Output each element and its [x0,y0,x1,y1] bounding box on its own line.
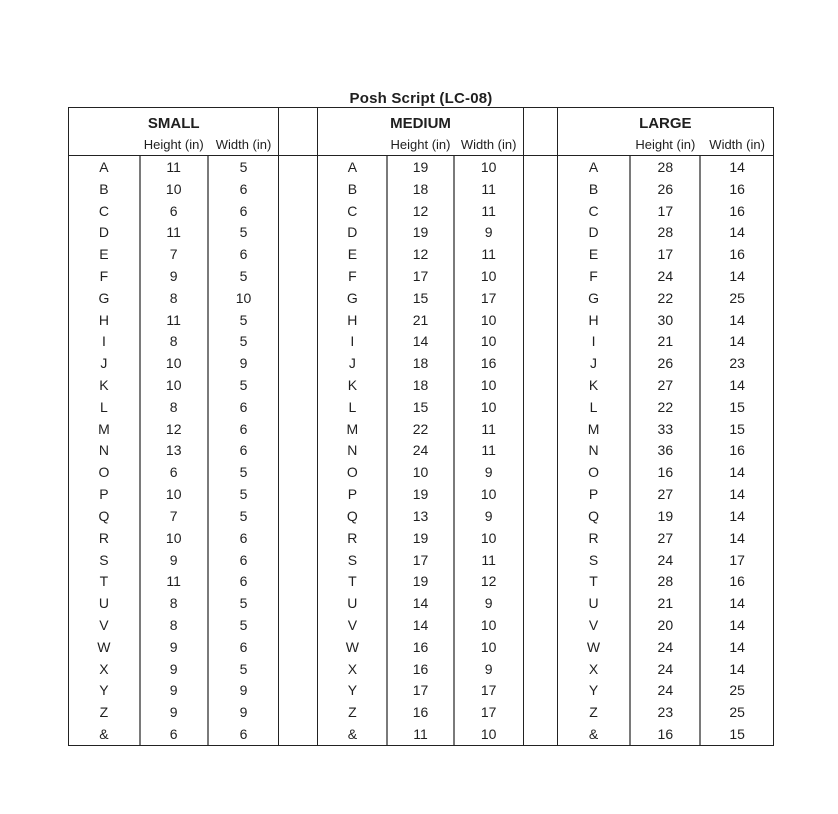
height-cell: 9 [139,658,209,680]
column-headers [318,135,522,156]
letter-cell: N [98,442,109,459]
letter-cell: & [588,726,599,743]
height-cell: 30 [629,309,701,331]
height-col-header: Height (in) [390,137,451,152]
height-cell: 22 [629,287,701,309]
section-header [558,108,773,156]
spacer-header-cell [279,108,317,156]
height-cell: 12 [386,243,454,265]
letter-cell: T [589,573,598,590]
height-cell: 10 [139,527,209,549]
height-cell: 17 [629,243,701,265]
width-cell: 17 [480,704,497,721]
width-cell: 5 [239,267,248,284]
height-cell: 13 [386,505,454,527]
height-cell: 21 [386,309,454,331]
height-cell: 8 [139,396,209,418]
height-cell: 14 [386,592,454,614]
letter-cell: K [588,377,599,394]
height-cell: 22 [629,396,701,418]
width-cell: 6 [239,529,248,546]
letter-cell: T [348,573,357,590]
letter-cell: V [347,617,358,634]
width-cell: 16 [729,246,745,263]
width-cell: 10 [480,311,497,328]
height-cell: 17 [386,549,454,571]
width-cell: 14 [729,333,745,350]
height-cell: 24 [629,636,701,658]
width-cell: 11 [481,246,496,263]
height-cell: 20 [629,614,701,636]
letter-cell: K [347,377,358,394]
width-cell: 14 [729,507,745,524]
letter-cell: N [588,442,599,459]
width-cell: 14 [729,224,745,241]
width-cell: 6 [239,551,248,568]
width-cell: 9 [484,660,493,677]
section-title: SMALL [147,115,200,132]
height-cell: 28 [629,570,701,592]
width-cell: 5 [239,377,248,394]
letter-cell: B [99,180,109,197]
width-cell: 5 [239,660,248,677]
letter-cell: G [98,289,110,306]
letter-cell: F [348,267,357,284]
letter-cell: O [588,464,599,481]
height-cell: 9 [139,549,209,571]
width-cell: 10 [480,617,497,634]
letter-cell: N [347,442,358,459]
height-cell: 16 [386,658,454,680]
letter-cell: P [347,486,358,503]
height-cell: 16 [629,723,701,745]
letter-cell: G [588,289,599,306]
width-cell: 14 [729,529,745,546]
width-cell: 14 [729,595,745,612]
width-cell: 15 [729,420,745,437]
width-cell: 17 [480,682,497,699]
letter-cell: Y [588,682,599,699]
letter-cell: F [589,267,598,284]
width-cell: 5 [239,158,248,175]
section-rows [69,156,278,745]
letter-cell: X [588,660,599,677]
letter-cell: B [588,180,599,197]
section-title: LARGE [639,115,692,132]
width-cell: 10 [480,486,497,503]
width-cell: 5 [239,617,248,634]
letter-cell: V [99,617,109,634]
width-cell: 25 [729,704,745,721]
height-cell: 9 [139,636,209,658]
letter-cell: I [350,333,355,350]
height-cell: 17 [386,680,454,702]
letter-cell: W [345,638,359,655]
height-cell: 14 [386,614,454,636]
width-cell: 5 [239,224,248,241]
letter-cell: L [348,398,357,415]
width-cell: 14 [729,464,745,481]
letter-cell: D [347,224,358,241]
height-cell: 36 [629,440,701,462]
height-cell: 21 [629,592,701,614]
height-cell: 28 [629,221,701,243]
height-cell: 9 [139,680,209,702]
height-cell: 11 [386,723,454,745]
height-cell: 11 [139,221,209,243]
letter-cell: Y [99,682,109,699]
letter-cell: A [347,158,358,175]
width-cell: 9 [239,682,248,699]
height-cell: 12 [139,418,209,440]
letter-cell: J [100,355,108,372]
width-cell: 5 [239,507,248,524]
width-cell: 16 [480,355,497,372]
width-cell: 16 [729,573,745,590]
height-cell: 8 [139,287,209,309]
section-medium [318,108,522,745]
height-cell: 8 [139,614,209,636]
height-cell: 18 [386,374,454,396]
letter-cell: P [588,486,599,503]
width-cell: 14 [729,617,745,634]
height-cell: 7 [139,243,209,265]
width-col-header: Width (in) [215,137,272,152]
height-cell: 10 [139,178,209,200]
letter-cell: R [98,529,109,546]
width-cell: 10 [480,158,497,175]
width-cell: 10 [480,398,497,415]
height-cell: 27 [629,483,701,505]
height-cell: 16 [386,636,454,658]
width-cell: 5 [239,464,248,481]
width-cell: 6 [239,420,248,437]
letter-cell: U [347,595,358,612]
height-cell: 22 [386,418,454,440]
height-cell: 6 [139,461,209,483]
height-cell: 6 [139,723,209,745]
letter-cell: L [100,398,108,415]
height-cell: 33 [629,418,701,440]
letter-cell: X [347,660,358,677]
letter-cell: W [586,638,601,655]
width-cell: 14 [729,377,745,394]
letter-cell: R [347,529,358,546]
width-cell: 6 [239,246,248,263]
letter-cell: E [347,246,358,263]
width-cell: 10 [480,377,497,394]
height-cell: 6 [139,200,209,222]
height-cell: 15 [386,287,454,309]
width-cell: 9 [239,355,248,372]
height-cell: 17 [629,200,701,222]
width-cell: 16 [729,180,745,197]
width-cell: 10 [235,289,252,306]
letter-cell: S [347,551,358,568]
height-cell: 21 [629,331,701,353]
height-cell: 24 [386,440,454,462]
height-cell: 13 [139,440,209,462]
width-cell: 11 [481,180,496,197]
height-cell: 9 [139,701,209,723]
height-cell: 10 [386,461,454,483]
width-cell: 17 [729,551,745,568]
letter-cell: Z [348,704,357,721]
height-cell: 24 [629,549,701,571]
height-cell: 24 [629,680,701,702]
width-cell: 15 [729,726,745,743]
section-rows [318,156,522,745]
letter-cell: Z [589,704,598,721]
width-cell: 11 [481,551,496,568]
height-cell: 24 [629,265,701,287]
width-cell: 6 [239,442,248,459]
height-cell: 19 [386,483,454,505]
letter-cell: H [588,311,599,328]
width-cell: 6 [239,202,248,219]
page-title: Posh Script (LC-08) [349,90,493,107]
size-chart-table [68,107,774,746]
width-cell: 14 [729,311,745,328]
letter-cell: H [347,311,358,328]
width-cell: 10 [480,267,497,284]
width-cell: 23 [729,355,745,372]
letter-cell: Q [98,507,110,524]
letter-cell: C [588,202,599,219]
width-cell: 16 [729,202,745,219]
width-cell: 5 [239,595,248,612]
width-cell: 11 [481,202,496,219]
letter-cell: C [347,202,358,219]
letter-cell: S [99,551,109,568]
height-cell: 10 [139,483,209,505]
letter-cell: M [346,420,359,437]
height-cell: 18 [386,352,454,374]
section-header [318,108,522,156]
letter-cell: O [98,464,110,481]
letter-col-header [318,135,386,156]
height-cell: 8 [139,592,209,614]
width-cell: 10 [480,333,497,350]
width-cell: 25 [729,289,745,306]
letter-cell: F [99,267,109,284]
letter-cell: K [99,377,109,394]
height-cell: 24 [629,658,701,680]
width-cell: 17 [480,289,497,306]
height-cell: 18 [386,178,454,200]
width-cell: 10 [480,726,497,743]
section-header [69,108,278,156]
column-headers [558,135,773,156]
width-cell: 14 [729,158,745,175]
height-cell: 16 [629,461,701,483]
height-cell: 26 [629,352,701,374]
width-cell: 6 [239,726,248,743]
letter-cell: D [588,224,599,241]
letter-cell: S [588,551,599,568]
letter-cell: M [587,420,600,437]
letter-cell: I [101,333,106,350]
height-cell: 8 [139,331,209,353]
width-cell: 9 [484,224,493,241]
height-cell: 10 [139,352,209,374]
height-col-header: Height (in) [635,137,696,152]
height-cell: 14 [386,331,454,353]
letter-cell: M [98,420,110,437]
letter-cell: A [99,158,109,175]
letter-cell: C [98,202,109,219]
height-cell: 17 [386,265,454,287]
width-cell: 9 [239,704,248,721]
letter-col-header [69,135,139,156]
height-cell: 27 [629,374,701,396]
spacer-column [278,108,318,745]
height-cell: 11 [139,309,209,331]
spacer-column [523,108,558,745]
height-cell: 28 [629,156,701,178]
letter-cell: & [99,726,109,743]
height-cell: 23 [629,701,701,723]
width-cell: 6 [239,180,248,197]
letter-cell: D [98,224,109,241]
letter-cell: Z [99,704,109,721]
width-cell: 9 [484,595,493,612]
height-cell: 19 [386,156,454,178]
spacer-header-cell [524,108,557,156]
letter-col-header [558,135,630,156]
letter-cell: & [347,726,358,743]
letter-cell: E [588,246,599,263]
column-headers [69,135,278,156]
letter-cell: U [98,595,109,612]
width-cell: 12 [480,573,497,590]
width-col-header: Width (in) [460,137,517,152]
letter-cell: O [346,464,358,481]
width-cell: 14 [729,660,745,677]
letter-cell: V [588,617,599,634]
height-cell: 19 [386,570,454,592]
width-cell: 16 [729,442,745,459]
letter-cell: Q [346,507,358,524]
width-cell: 6 [239,638,248,655]
letter-cell: E [99,246,109,263]
height-cell: 11 [139,156,209,178]
height-cell: 19 [386,221,454,243]
letter-cell: Q [588,507,599,524]
section-small [69,108,278,745]
width-cell: 9 [484,507,493,524]
letter-cell: J [348,355,356,372]
letter-cell: T [99,573,109,590]
width-cell: 14 [729,486,745,503]
width-cell: 14 [729,638,745,655]
width-cell: 5 [239,486,248,503]
letter-cell: B [347,180,358,197]
width-cell: 10 [480,529,497,546]
width-cell: 9 [484,464,493,481]
width-cell: 11 [481,420,496,437]
letter-cell: H [98,311,109,328]
width-cell: 14 [729,267,745,284]
width-cell: 10 [480,638,497,655]
width-cell: 5 [239,333,248,350]
letter-cell: U [588,595,599,612]
height-cell: 19 [386,527,454,549]
letter-cell: A [588,158,599,175]
section-rows [558,156,773,745]
width-cell: 6 [239,398,248,415]
section-large [558,108,773,745]
height-cell: 16 [386,701,454,723]
letter-cell: I [591,333,596,350]
width-cell: 15 [729,398,745,415]
height-cell: 26 [629,178,701,200]
letter-cell: G [346,289,358,306]
width-cell: 11 [481,442,496,459]
height-cell: 10 [139,374,209,396]
height-col-header: Height (in) [143,137,204,152]
letter-cell: P [99,486,109,503]
height-cell: 19 [629,505,701,527]
height-cell: 7 [139,505,209,527]
letter-cell: Y [347,682,358,699]
height-cell: 11 [139,570,209,592]
letter-cell: J [590,355,598,372]
letter-cell: X [99,660,109,677]
height-cell: 27 [629,527,701,549]
letter-cell: R [588,529,599,546]
width-col-header: Width (in) [709,137,765,152]
width-cell: 5 [239,311,248,328]
height-cell: 12 [386,200,454,222]
width-cell: 6 [239,573,248,590]
height-cell: 9 [139,265,209,287]
width-cell: 25 [729,682,745,699]
height-cell: 15 [386,396,454,418]
letter-cell: W [97,638,111,655]
section-title: MEDIUM [390,115,451,132]
letter-cell: L [589,398,598,415]
